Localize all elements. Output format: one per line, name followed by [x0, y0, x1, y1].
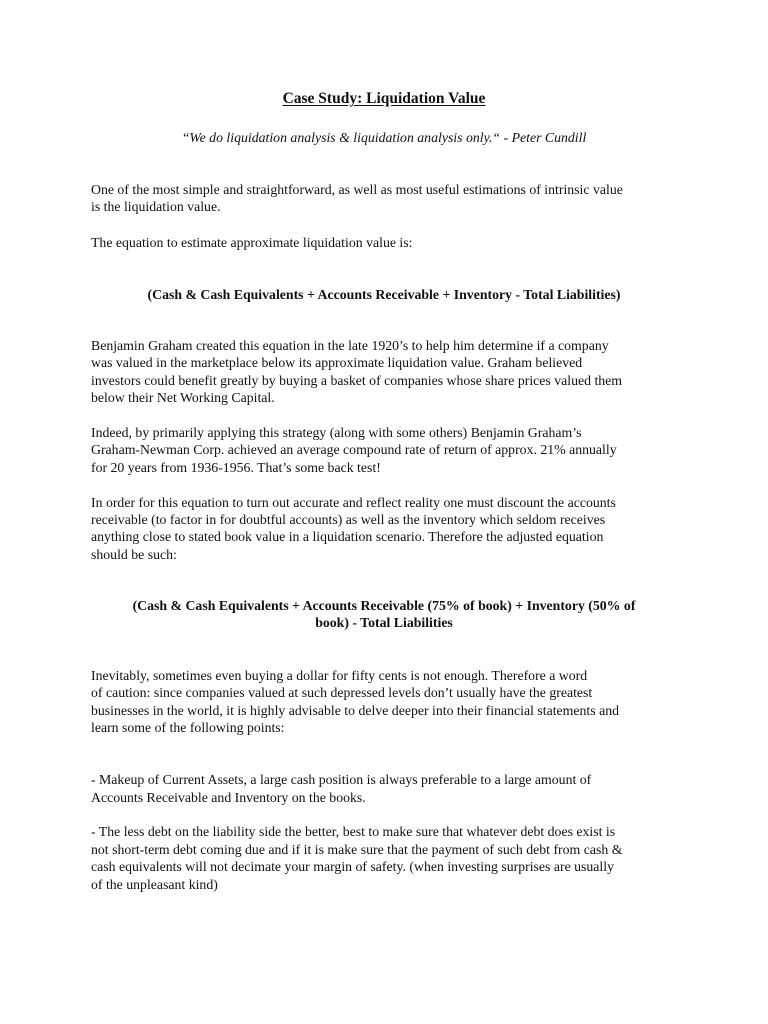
para5-line-1: In order for this equation to turn out accurate and reflect reality one must discount the accounts	[91, 495, 616, 510]
para3-line-2: was valued in the marketplace below its approximate liquidation value. Graham believed	[91, 355, 583, 370]
bullet2-line-2: not short-term debt coming due and if it is make sure that the payment of such debt from cash &	[91, 842, 623, 857]
para3-line-4: below their Net Working Capital.	[91, 390, 275, 405]
para5-line-4: should be such:	[91, 547, 177, 562]
bullet2-line-4: of the unpleasant kind)	[91, 877, 218, 892]
para6-line-1: Inevitably, sometimes even buying a dollar for fifty cents is not enough. Therefore a word	[91, 668, 588, 683]
para2-line: The equation to estimate approximate liquidation value is:	[91, 235, 413, 250]
liquidation-equation: (Cash & Cash Equivalents + Accounts Receivable + Inventory - Total Liabilities)	[147, 287, 621, 302]
bullet1-line-1: - Makeup of Current Assets, a large cash position is always preferable to a large amount of	[91, 772, 592, 787]
para4-line-1: Indeed, by primarily applying this strategy (along with some others) Benjamin Graham’s	[91, 425, 582, 440]
para5-line-2: receivable (to factor in for doubtful accounts) as well as the inventory which seldom receives	[91, 512, 606, 527]
para1-line-1: One of the most simple and straightforward, as well as most useful estimations of intrinsic value	[91, 182, 623, 197]
bullet2-line-1: - The less debt on the liability side the better, best to make sure that whatever debt does exist is	[91, 824, 616, 839]
para4-line-3: for 20 years from 1936-1956. That’s some back test!	[91, 460, 381, 475]
para6-line-3: businesses in the world, it is highly advisable to delve deeper into their financial statements and	[91, 703, 619, 718]
epigraph-quote: “We do liquidation analysis & liquidation analysis only.“ - Peter Cundill	[181, 130, 587, 145]
para1-line-2: is the liquidation value.	[91, 199, 221, 214]
adjusted-equation-line-1: (Cash & Cash Equivalents + Accounts Receivable (75% of book) + Inventory (50% of	[132, 598, 636, 613]
bullet2-line-3: cash equivalents will not decimate your margin of safety. (when investing surprises are usually	[91, 859, 614, 874]
adjusted-equation-line-2: book) - Total Liabilities	[315, 615, 453, 630]
para5-line-3: anything close to stated book value in a liquidation scenario. Therefore the adjusted equation	[91, 529, 604, 544]
para3-line-1: Benjamin Graham created this equation in the late 1920’s to help him determine if a company	[91, 338, 609, 353]
para4-line-2: Graham-Newman Corp. achieved an average compound rate of return of approx. 21% annually	[91, 442, 617, 457]
bullet1-line-2: Accounts Receivable and Inventory on the books.	[91, 790, 366, 805]
document-title: Case Study: Liquidation Value	[282, 90, 486, 107]
para6-line-4: learn some of the following points:	[91, 720, 285, 735]
para3-line-3: investors could benefit greatly by buying a basket of companies whose share prices valued them	[91, 373, 623, 388]
para6-line-2: of caution: since companies valued at such depressed levels don’t usually have the greatest	[91, 685, 593, 700]
